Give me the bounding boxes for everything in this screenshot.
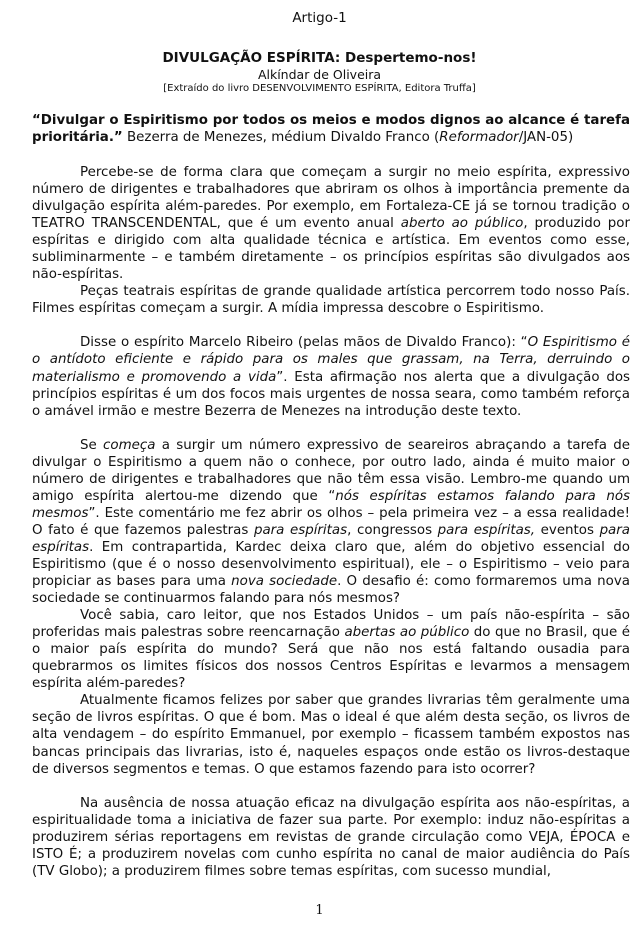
paragraph: Peças teatrais espíritas de grande qualidade artística percorrem todo nosso País. Filmes espíritas começam a surgir. A mídia impressa descobre o Espiritismo.: [32, 284, 630, 317]
article-title: DIVULGAÇÃO ESPÍRITA: Despertemo-nos!: [162, 50, 477, 66]
epigraph-publication: Reformador: [439, 130, 519, 146]
article-author: Alkíndar de Oliveira: [257, 67, 382, 82]
article-label: Artigo-1: [292, 10, 347, 26]
paragraph: Percebe-se de forma clara que começam a surgir no meio espírita, expressivo número de dirigentes e trabalhadores que abriram os olhos à importância premente da divulgação espírita além-paredes. Por exemplo, em Fortaleza-CE já se tornou tradição o TEATRO TRANSCENDENTAL, que é um evento anual aberto ao público, produzido por espíritas e dirigido com alta qualidade técnica e artística. Em eventos como esse, subliminarmente – e também diretamente – os princípios espíritas são divulgados aos não-espíritas.: [32, 165, 630, 283]
epigraph: [32, 112, 630, 146]
epigraph-date: /JAN-05): [518, 130, 574, 146]
paragraph: Se começa a surgir um número expressivo de seareiros abraçando a tarefa de divulgar o Espiritismo a quem não o conhece, por outro lado, ainda é muito maior o número de dirigentes e trabalhadores que não têm essa visão. Lembro-me quando um amigo espírita alertou-me dizendo que “nós espíritas estamos falando para nós mesmos”. Este comentário me fez abrir os olhos – pela primeira vez – a essa realidade! O fato é que fazemos palestras para espíritas, congressos para espíritas, eventos para espíritas. Em contrapartida, Kardec deixa claro que, além do objetivo essencial do Espiritismo (que é o nosso desenvolvimento espiritual), ele – o Espiritismo – veio para propiciar as bases para uma nova sociedade. O desafio é: como formaremos uma nova sociedade se continuarmos falando para nós mesmos?: [32, 437, 630, 607]
paragraph: Atualmente ficamos felizes por saber que grandes livrarias têm geralmente uma seção de livros espíritas. O que é bom. Mas o ideal é que além desta seção, os livros de alta vendagem – do espírito Emmanuel, por exemplo – ficassem também expostos nas bancas principais das livrarias, isto é, naqueles espaços onde estão os livros-destaque de diversos segmentos e temas. O que estamos fazendo para isto ocorrer?: [32, 693, 630, 777]
page-number: 1: [315, 903, 324, 918]
article-body: [32, 164, 630, 880]
epigraph-quote: “Divulgar o Espiritismo por todos os meios e modos dignos ao alcance é tarefa prioritária.”: [32, 113, 630, 146]
article-source: [Extraído do livro DESENVOLVIMENTO ESPÍRITA, Editora Truffa]: [163, 83, 476, 94]
paragraph: Na ausência de nossa atuação eficaz na divulgação espírita aos não-espíritas, a espiritualidade toma a iniciativa de fazer sua parte. Por exemplo: induz não-espíritas a produzirem sérias reportagens em revistas de grande circulação como VEJA, ÉPOCA e ISTO É; a produzirem novelas com cunho espírita no canal de maior audiência do País (TV Globo); a produzirem filmes sobre temas espíritas, com sucesso mundial,: [32, 795, 630, 879]
paragraph: Você sabia, caro leitor, que nos Estados Unidos – um país não-espírita – são proferidas mais palestras sobre reencarnação abertas ao público do que no Brasil, que é o maior país espírita do mundo? Será que não nos está faltando ousadia para quebrarmos os limites físicos dos nossos Centros Espíritas e levarmos a mensagem espírita além-paredes?: [32, 608, 631, 692]
epigraph-attribution: Bezerra de Menezes, médium Divaldo Franco (: [122, 130, 440, 146]
paragraph: Disse o espírito Marcelo Ribeiro (pelas mãos de Divaldo Franco): “O Espiritismo é o antídoto eficiente e rápido para os males que grassam, na Terra, derruindo o materialismo e promovendo a vida”. Esta afirmação nos alerta que a divulgação dos princípios espíritas é um dos focos mais urgentes de nossa seara, como também reforça o amável irmão e mestre Bezerra de Menezes na introdução deste texto.: [32, 335, 630, 419]
